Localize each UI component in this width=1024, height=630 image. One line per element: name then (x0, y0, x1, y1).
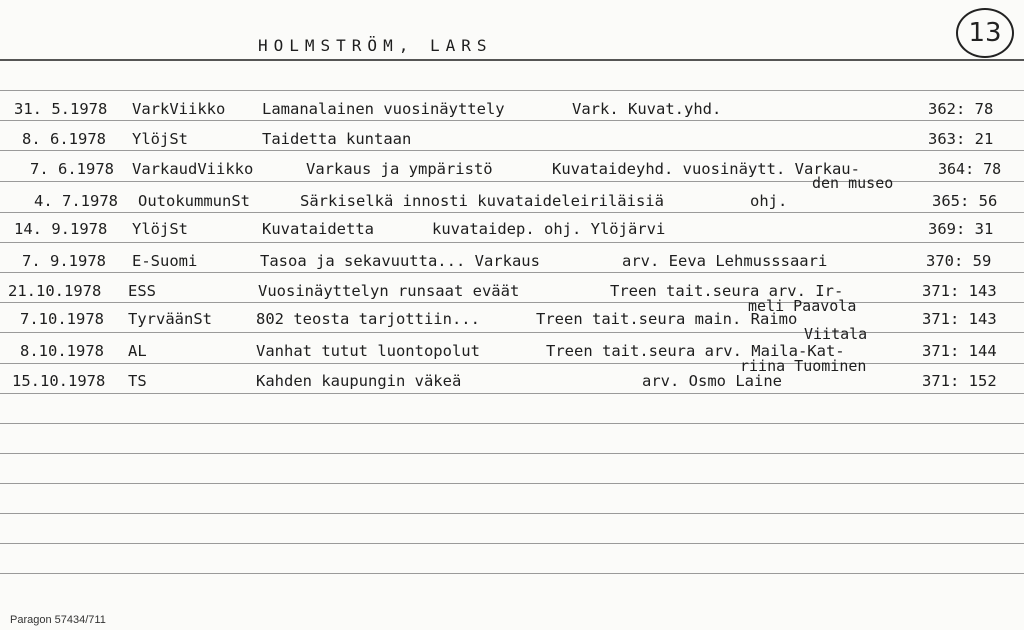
row-date: 21.10.1978 (8, 282, 102, 300)
row-note-continuation: den museo (812, 174, 894, 192)
rule (0, 513, 1024, 514)
row-source: E-Suomi (132, 252, 198, 270)
table-row (0, 100, 1024, 130)
row-note: ohj. (750, 192, 788, 210)
row-note-continuation: meli Paavola (748, 297, 857, 315)
row-ref: 371: 144 (922, 342, 997, 360)
row-note: Vark. Kuvat.yhd. (572, 100, 722, 118)
row-note-continuation: Viitala (804, 325, 868, 343)
rule (0, 90, 1024, 91)
row-note: arv. Osmo Laine (642, 372, 782, 390)
row-date: 4. 7.1978 (34, 192, 118, 210)
row-source: VarkaudViikko (132, 160, 254, 178)
card-number: 13 (956, 8, 1014, 58)
table-row (0, 220, 1024, 250)
table-row (0, 160, 1024, 190)
table-row (0, 342, 1024, 375)
row-note: kuvataidep. ohj. Ylöjärvi (432, 220, 666, 238)
row-date: 15.10.1978 (12, 372, 106, 390)
card-title: HOLMSTRÖM, LARS (258, 36, 493, 55)
rule (0, 483, 1024, 484)
row-source: VarkViikko (132, 100, 226, 118)
row-source: YlöjSt (132, 220, 188, 238)
row-title: Vanhat tutut luontopolut (256, 342, 480, 360)
row-note: Treen tait.seura main. Raimo (536, 310, 798, 328)
table-row (0, 282, 1024, 315)
row-date: 8.10.1978 (20, 342, 104, 360)
row-ref: 371: 152 (922, 372, 997, 390)
row-date: 7. 9.1978 (22, 252, 106, 270)
row-source: YlöjSt (132, 130, 188, 148)
table-row (0, 252, 1024, 282)
row-date: 14. 9.1978 (14, 220, 108, 238)
row-note: Treen tait.seura arv. Maila-Kat- (546, 342, 845, 360)
table-row (0, 130, 1024, 160)
row-ref: 365: 56 (932, 192, 998, 210)
row-ref: 371: 143 (922, 282, 997, 300)
row-source: TyrväänSt (128, 310, 212, 328)
header-rule (0, 59, 1024, 61)
row-note: Kuvataideyhd. vuosinäytt. Varkau- (552, 160, 860, 178)
row-title: Tasoa ja sekavuutta... Varkaus (260, 252, 540, 270)
row-title: 802 teosta tarjottiin... (256, 310, 480, 328)
rule (0, 453, 1024, 454)
row-source: OutokummunSt (138, 192, 250, 210)
rule (0, 573, 1024, 574)
row-source: AL (128, 342, 147, 360)
row-title: Kahden kaupungin väkeä (256, 372, 462, 390)
row-date: 7. 6.1978 (30, 160, 114, 178)
row-ref: 364: 78 (938, 160, 1002, 178)
rule (0, 543, 1024, 544)
row-ref: 362: 78 (928, 100, 994, 118)
table-row (0, 192, 1024, 222)
row-note: Treen tait.seura arv. Ir- (610, 282, 844, 300)
row-note: arv. Eeva Lehmusssaari (622, 252, 828, 270)
table-row (0, 372, 1024, 402)
row-ref: 370: 59 (926, 252, 992, 270)
row-ref: 371: 143 (922, 310, 997, 328)
row-ref: 369: 31 (928, 220, 994, 238)
row-date: 8. 6.1978 (22, 130, 106, 148)
card-footer: Paragon 57434/711 (10, 614, 106, 626)
row-ref: 363: 21 (928, 130, 994, 148)
row-source: TS (128, 372, 147, 390)
row-source: ESS (128, 282, 156, 300)
row-title: Lamanalainen vuosinäyttely (262, 100, 505, 118)
row-date: 7.10.1978 (20, 310, 104, 328)
row-note-continuation: riina Tuominen (740, 357, 867, 375)
row-date: 31. 5.1978 (14, 100, 108, 118)
row-title: Kuvataidetta (262, 220, 374, 238)
table-row (0, 310, 1024, 343)
row-title: Taidetta kuntaan (262, 130, 412, 148)
row-title: Vuosinäyttelyn runsaat eväät (258, 282, 520, 300)
row-title: Särkiselkä innosti kuvataideleiriläisiä (300, 192, 664, 210)
rule (0, 423, 1024, 424)
row-title: Varkaus ja ympäristö (306, 160, 493, 178)
